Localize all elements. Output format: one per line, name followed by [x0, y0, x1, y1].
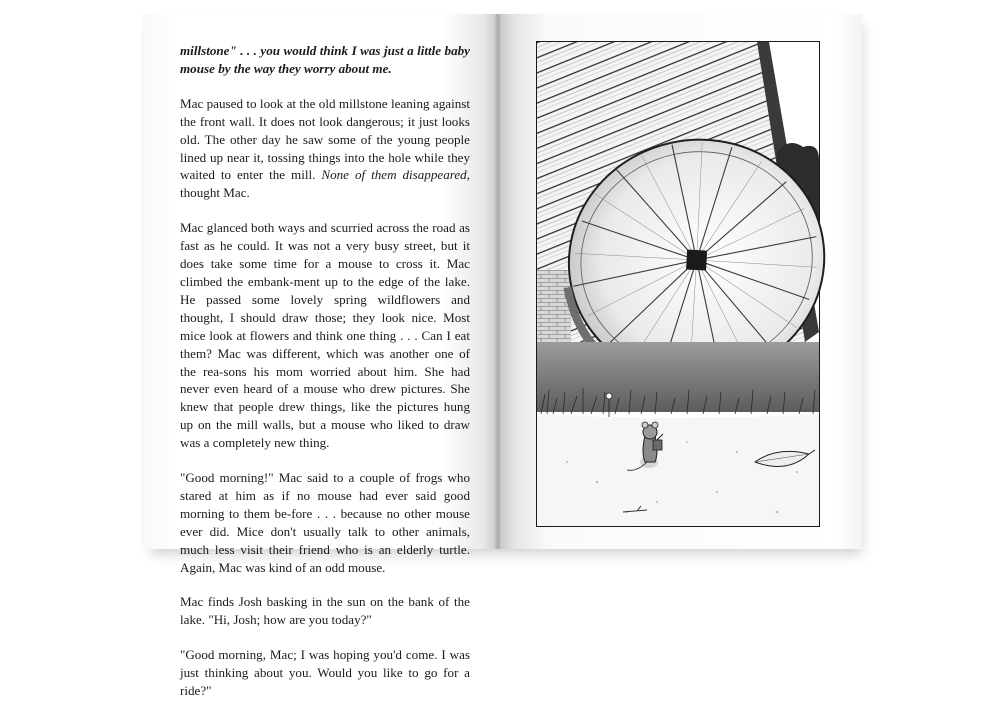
millstone-illustration [536, 41, 820, 527]
brick-foundation [537, 270, 571, 347]
paragraph-5: Mac finds Josh basking in the sun on the bank of the lake. "Hi, Josh; how are you today?" [180, 594, 470, 628]
illustration-svg [537, 42, 819, 526]
paragraph-2 [180, 95, 470, 202]
road [537, 414, 819, 526]
left-page [143, 14, 498, 699]
paragraph-1-italic: millstone" . . . you would think I was just a little baby mouse by the way they worry about me. [180, 43, 470, 76]
paragraph-2-tail: thought Mac. [180, 185, 250, 201]
paragraph-3: Mac glanced both ways and scurried across the road as fast as he could. It was not a very busy street, but it does take some time for a mouse to cross it. Mac climbed the embank-ment up to the edge of the lake. He passed some lovely spring wildflowers and thought, I should draw those; they look nice. Most mice look at flowers and think one thing . . . Can I eat them? Mac was different, which was another one of the rea-sons his mom worried about him. She had never even heard of a mouse who drew pictures. She knew that people drew things, like the pictures hung up on the mill walls, but a mouse who liked to draw was a completely new thing. [180, 220, 470, 451]
right-page [498, 14, 862, 549]
paragraph-1 [180, 42, 470, 78]
grass-shadow [537, 342, 819, 412]
book-spine [494, 14, 502, 549]
paragraph-2-text: Mac paused to look at the old millstone leaning against the front wall. It does not look dangerous; it just looks old. The other day he saw some of the young people lined up near it, tossing things into the hole while they waited to enter the mill. [180, 95, 470, 183]
paragraph-2-italic: None of them disappeared, [321, 167, 470, 183]
story-text [180, 42, 470, 717]
paragraph-6: "Good morning, Mac; I was hoping you'd come. I was just thinking about you. Would you like to go for a ride?" [180, 647, 470, 699]
paragraph-4: "Good morning!" Mac said to a couple of frogs who stared at him as if no mouse had ever said good morning to them be-fore . . . because no other mouse ever did. Mice don't usually talk to other animals, much less visit their friend who is an elderly turtle. Again, Mac was kind of an odd mouse. [180, 470, 470, 575]
